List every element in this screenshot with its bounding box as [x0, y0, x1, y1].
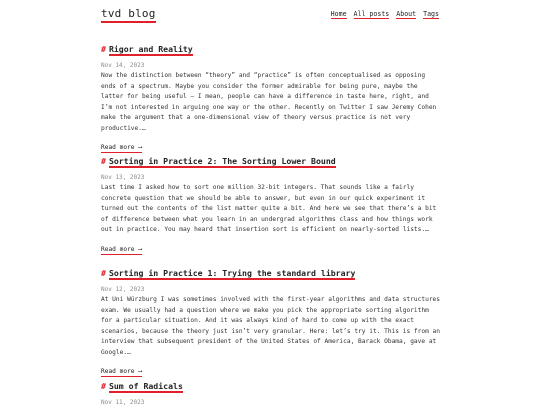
post-date: Nov 11, 2023 — [101, 399, 145, 405]
nav-all-posts-link[interactable]: All posts — [353, 10, 390, 18]
read-more-link[interactable]: Read more ⟶ — [101, 368, 142, 375]
nav-about-link[interactable]: About — [396, 10, 417, 18]
post-hash-marker: # — [101, 381, 106, 391]
main-nav — [328, 10, 439, 19]
post-title — [101, 381, 183, 392]
nav-home-link[interactable]: Home — [330, 10, 347, 18]
post-item — [101, 156, 441, 255]
post-title-link[interactable]: Sum of Radicals — [108, 381, 183, 391]
read-more-link[interactable]: Read more ⟶ — [101, 245, 142, 253]
post-hash-marker: # — [101, 44, 106, 54]
post-hash-marker: # — [101, 156, 106, 166]
nav-tags-link[interactable]: Tags — [423, 10, 439, 18]
post-title-link[interactable]: Sorting in Practice 2: The Sorting Lower Bound — [108, 156, 336, 166]
post-title-link[interactable]: Rigor and Reality — [108, 44, 193, 54]
page-container — [101, 0, 440, 405]
post-title — [101, 156, 441, 167]
post-date: Nov 13, 2023 — [101, 174, 145, 181]
site-header — [101, 0, 439, 44]
post-excerpt: Now the distinction between “theory” and “practice” is often conceptualised as opposing ends of a spectrum. Maybe you consider the former admirable for being pure, maybe the latter for being useful – I mean, people can have a difference in taste here, right, and I’m not interested in arguing one way or the other. Recently on Twitter I saw Jeremy Cohen make the argument that a one-dimensional view of theory versus practice is not very productive.… — [101, 72, 437, 132]
post-title-link[interactable]: Sorting in Practice 1: Trying the standard library — [108, 268, 356, 278]
post-excerpt: Last time I asked how to sort one million 32-bit integers. That sounds like a fairly concrete question that we should be able to answer, but even in our quick experiment it turned out the contents of the list matter quite a bit. And here we see that there’s a bit of difference between what you learn in an undergrad algorithms class and how things work out in practice. You may heard that insertion sort is efficient on nearly-sorted lists.… — [101, 184, 437, 233]
read-more-link[interactable]: Read more ⟶ — [101, 144, 142, 151]
post-item — [101, 268, 441, 377]
post-item — [101, 44, 441, 153]
post-item — [101, 381, 183, 405]
post-excerpt: At Uni Würzburg I was sometimes involved with the first-year algorithms and data structures exam. We usually had a question where we make you pick the appropriate sorting algorithm for a particular situation. And it was always kind of hard to come up with the exact scenarios, because the theory just isn’t very granular. Here: let’s try it. This is from an interview that subsequent president of the United States of America, Barack Obama, gave at Google.… — [101, 296, 440, 356]
post-title — [101, 268, 441, 279]
post-hash-marker: # — [101, 268, 106, 278]
post-title — [101, 44, 441, 55]
post-date: Nov 14, 2023 — [101, 62, 145, 69]
site-title-link[interactable]: tvd blog — [101, 7, 156, 23]
post-date: Nov 12, 2023 — [101, 286, 145, 293]
